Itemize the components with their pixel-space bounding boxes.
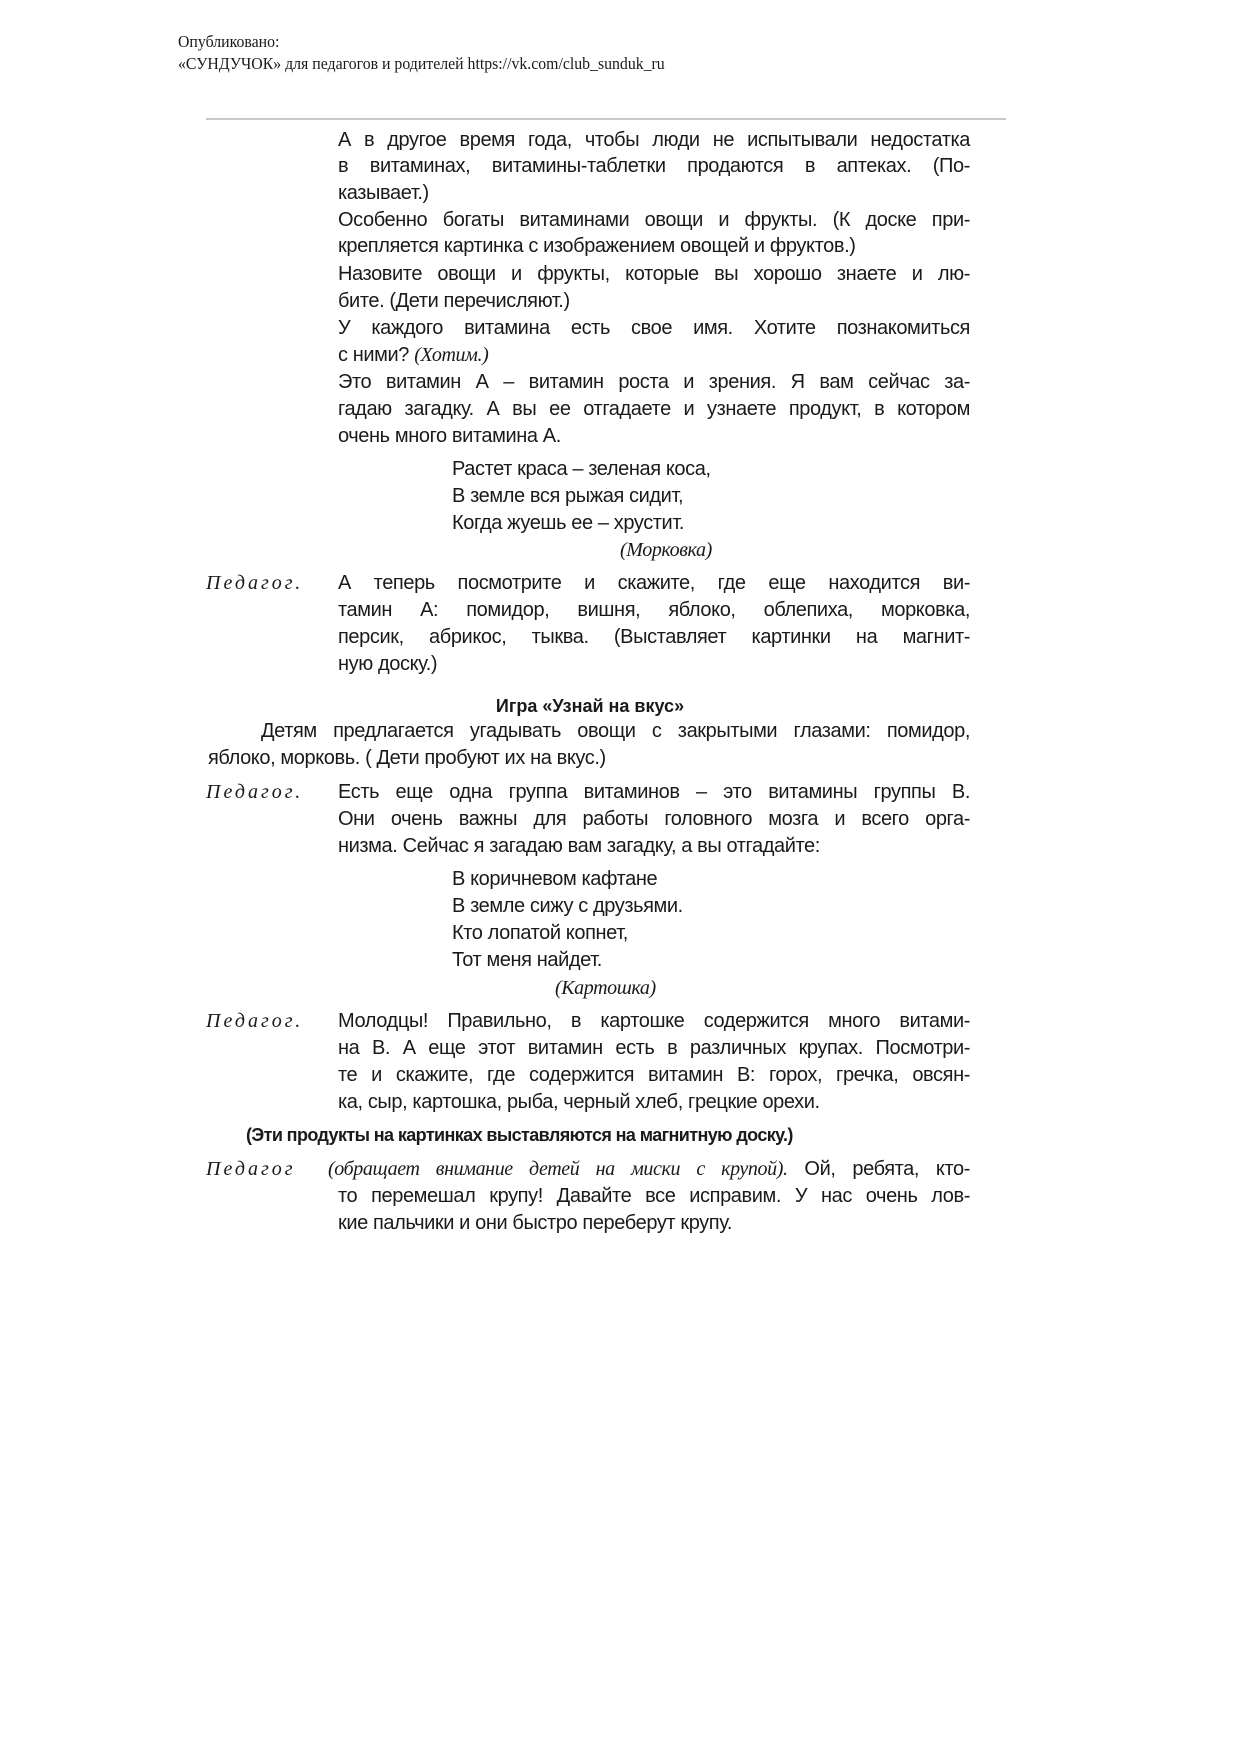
- speaker-label: Педагог.: [206, 572, 304, 594]
- text-line: Назовите овощи и фрукты, которые вы хорошо знаете и лю-: [338, 263, 970, 285]
- text-line: У каждого витамина есть свое имя. Хотите познакомиться: [338, 317, 970, 339]
- riddle-line: В земле вся рыжая сидит,: [452, 485, 684, 507]
- text-line: А теперь посмотрите и скажите, где еще находится ви-: [338, 572, 970, 594]
- text-segment: с ними?: [338, 344, 410, 366]
- children-answer: (Хотим.): [414, 344, 489, 366]
- speaker-label: Педагог: [206, 1158, 296, 1180]
- text-line: яблоко, морковь. ( Дети пробуют их на вкус.): [208, 747, 606, 769]
- riddle-line: В земле сижу с друзьями.: [452, 895, 683, 917]
- text-line: Есть еще одна группа витаминов – это витамины группы В.: [338, 781, 970, 803]
- riddle-line: Растет краса – зеленая коса,: [452, 458, 711, 480]
- text-line: А в другое время года, чтобы люди не испытывали недостатка: [338, 129, 970, 151]
- stage-note: (Эти продукты на картинках выставляются на магнитную доску.): [246, 1125, 793, 1145]
- speaker-label: Педагог.: [206, 781, 304, 803]
- text-line: в витаминах, витамины-таблетки продаются в аптеках. (По-: [338, 155, 970, 177]
- text-line: очень много витамина А.: [338, 425, 561, 447]
- text-line: кие пальчики и они быстро переберут крупу.: [338, 1212, 732, 1234]
- text-line: [338, 342, 970, 368]
- text-line: те и скажите, где содержится витамин В: горох, гречка, овсян-: [338, 1064, 970, 1086]
- text-line: ка, сыр, картошка, рыба, черный хлеб, грецкие орехи.: [338, 1091, 820, 1113]
- riddle-line: Тот меня найдет.: [452, 949, 602, 971]
- speaker-label: Педагог.: [206, 1010, 304, 1032]
- text-line: бите. (Дети перечисляют.): [338, 290, 570, 312]
- text-line: то перемешал крупу! Давайте все исправим. У нас очень лов-: [338, 1185, 970, 1207]
- text-line: низма. Сейчас я загадаю вам загадку, а вы отгадайте:: [338, 835, 820, 857]
- text-line: Детям предлагается угадывать овощи с закрытыми глазами: помидор,: [261, 720, 970, 742]
- text-line: Они очень важны для работы головного мозга и всего орга-: [338, 808, 970, 830]
- text-segment: Ой, ребята, кто-: [804, 1158, 970, 1180]
- text-line: персик, абрикос, тыква. (Выставляет картинки на магнит-: [338, 626, 970, 648]
- text-line: гадаю загадку. А вы ее отгадаете и узнаете продукт, в котором: [338, 398, 970, 420]
- stage-remark: (обращает внимание детей на миски с крупой).: [328, 1158, 788, 1180]
- riddle-answer: (Картошка): [555, 977, 656, 999]
- source-line: «СУНДУЧОК» для педагогов и родителей https://vk.com/club_sunduk_ru: [178, 54, 665, 73]
- page-divider: [206, 118, 1006, 120]
- published-label: Опубликовано:: [178, 32, 280, 51]
- section-heading: Игра «Узнай на вкус»: [495, 696, 685, 716]
- text-line: тамин А: помидор, вишня, яблоко, облепиха, морковка,: [338, 599, 970, 621]
- riddle-answer: (Морковка): [620, 539, 712, 561]
- riddle-line: Когда жуешь ее – хрустит.: [452, 512, 685, 534]
- text-line: Это витамин А – витамин роста и зрения. Я вам сейчас за-: [338, 371, 970, 393]
- riddle-line: Кто лопатой копнет,: [452, 922, 628, 944]
- riddle-line: В коричневом кафтане: [452, 868, 658, 890]
- text-line: ную доску.): [338, 653, 438, 675]
- text-line: [328, 1156, 970, 1182]
- text-line: крепляется картинка с изображением овощей и фруктов.): [338, 235, 856, 257]
- text-line: казывает.): [338, 182, 429, 204]
- text-line: Особенно богаты витаминами овощи и фрукты. (К доске при-: [338, 209, 970, 231]
- text-line: Молодцы! Правильно, в картошке содержится много витами-: [338, 1010, 970, 1032]
- text-line: на В. А еще этот витамин есть в различных крупах. Посмотри-: [338, 1037, 970, 1059]
